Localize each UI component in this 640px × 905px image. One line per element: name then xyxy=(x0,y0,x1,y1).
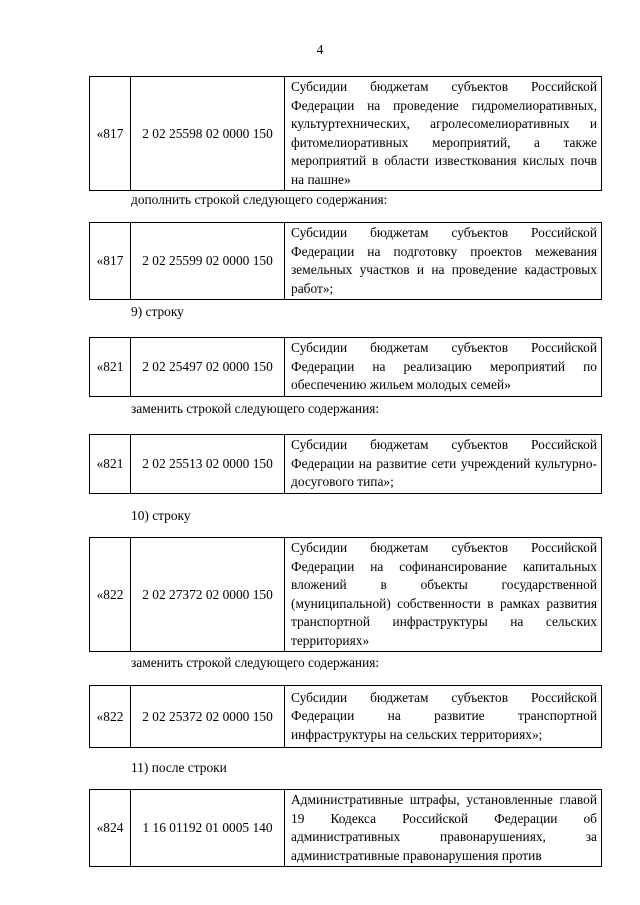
instruction-text: заменить строкой следующего содержания: xyxy=(131,401,380,416)
description-cell: Субсидии бюджетам субъектов Российской Федерации на проведение гидромелиоративных, культуртехнических, агролесомелиоративных и фитомелиоративных мероприятий, а также мероприятий в области известкования кислых почв на пашне» xyxy=(285,77,602,191)
kbk-table-row xyxy=(89,222,602,300)
instruction-text: 10) строку xyxy=(131,508,191,523)
kbk-table-row xyxy=(89,537,602,652)
kbk-code-cell: 2 02 25599 02 0000 150 xyxy=(131,223,285,300)
description-cell: Субсидии бюджетам субъектов Российской Федерации на развитие транспортной инфраструктуры на сельских территориях»; xyxy=(285,686,602,748)
code-prefix-cell: «821 xyxy=(90,338,131,397)
code-prefix-cell: «824 xyxy=(90,790,131,867)
page-number: 4 xyxy=(316,42,324,57)
description-cell: Субсидии бюджетам субъектов Российской Федерации на реализацию мероприятий по обеспечению жильем молодых семей» xyxy=(285,338,602,397)
kbk-code-cell: 1 16 01192 01 0005 140 xyxy=(131,790,285,867)
code-prefix-cell: «821 xyxy=(90,435,131,494)
description-cell: Административные штрафы, установленные главой 19 Кодекса Российской Федерации об административных правонарушениях, за административные правонарушения против xyxy=(285,790,602,867)
kbk-table-row xyxy=(89,76,602,191)
description-cell: Субсидии бюджетам субъектов Российской Федерации на подготовку проектов межевания земельных участков и на проведение кадастровых работ»; xyxy=(285,223,602,300)
instruction-text: заменить строкой следующего содержания: xyxy=(131,655,380,670)
kbk-code-cell: 2 02 27372 02 0000 150 xyxy=(131,538,285,652)
instruction-text: дополнить строкой следующего содержания: xyxy=(131,192,388,207)
description-cell: Субсидии бюджетам субъектов Российской Федерации на софинансирование капитальных вложений в объекты государственной (муниципальной) собственности в рамках развития транспортной инфраструктуры на сельских территориях» xyxy=(285,538,602,652)
kbk-code-cell: 2 02 25513 02 0000 150 xyxy=(131,435,285,494)
code-prefix-cell: «817 xyxy=(90,77,131,191)
kbk-table-row xyxy=(89,685,602,748)
kbk-code-cell: 2 02 25598 02 0000 150 xyxy=(131,77,285,191)
instruction-text: 9) строку xyxy=(131,304,184,319)
code-prefix-cell: «817 xyxy=(90,223,131,300)
code-prefix-cell: «822 xyxy=(90,538,131,652)
instruction-text: 11) после строки xyxy=(131,760,227,775)
kbk-table-row xyxy=(89,789,602,867)
description-cell: Субсидии бюджетам субъектов Российской Федерации на развитие сети учреждений культурно-досугового типа»; xyxy=(285,435,602,494)
kbk-code-cell: 2 02 25372 02 0000 150 xyxy=(131,686,285,748)
kbk-code-cell: 2 02 25497 02 0000 150 xyxy=(131,338,285,397)
kbk-table-row xyxy=(89,337,602,397)
code-prefix-cell: «822 xyxy=(90,686,131,748)
kbk-table-row xyxy=(89,434,602,494)
